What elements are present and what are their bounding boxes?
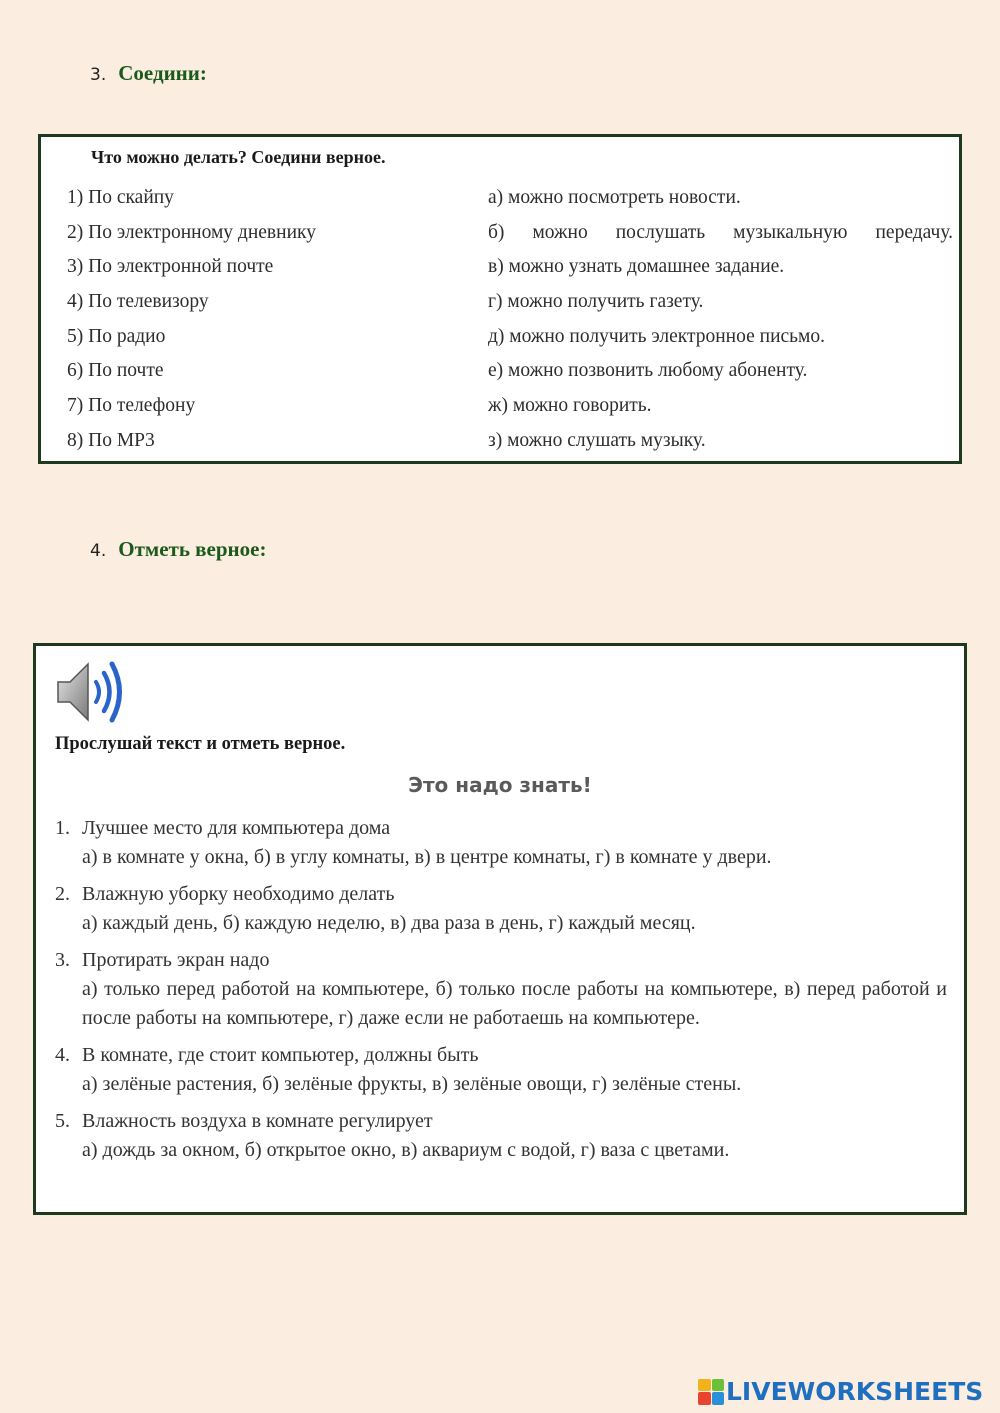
matching-left-item[interactable]: 2) По электронному дневнику [67,221,316,243]
question-answers[interactable]: а) дождь за окном, б) открытое окно, в) аквариум с водой, г) ваза с цветами. [82,1139,730,1161]
listening-exercise-box [33,643,967,1215]
liveworksheets-logo [698,1377,983,1406]
matching-left-item[interactable]: 5) По радио [67,325,166,347]
question-text: Влажную уборку необходимо делать [82,883,395,905]
liveworksheets-logo-icon [698,1379,724,1405]
question-answers[interactable]: а) зелёные растения, б) зелёные фрукты, в) зелёные овощи, г) зелёные стены. [82,1073,742,1095]
section-4-number: 4. [90,541,107,561]
matching-left-item[interactable]: 1) По скайпу [67,187,174,208]
question-number: 3. [55,949,70,971]
matching-left-item[interactable]: 8) По МР3 [67,429,155,451]
matching-left-item[interactable]: 4) По телевизору [67,291,209,313]
matching-right-column [488,181,953,459]
matching-left-item[interactable]: 3) По электронной почте [67,256,274,278]
question-text: Протирать экран надо [82,949,270,971]
listening-instruction: Прослушай текст и отметь верное. [55,734,346,754]
section-4-title: Отметь верное: [118,537,267,561]
section-3-title: Соедини: [118,61,207,85]
section-3-heading [90,61,207,86]
question-answers[interactable]: а) только перед работой на компьютере, б) только после работы на компьютере, в) перед работой и после работы на компьютере, г) даже если не работаешь на компьютере. [82,978,947,1029]
matching-exercise-title: Что можно делать? Соедини верное. [91,147,386,167]
section-4-heading [90,537,266,562]
question-text: Влажность воздуха в комнате регулирует [82,1110,433,1132]
question-number: 5. [55,1110,70,1132]
question-list [55,814,947,1173]
matching-right-item[interactable]: г) можно получить газету. [488,291,704,313]
listening-box-title: Это надо знать! [408,773,592,797]
question-text: Лучшее место для компьютера дома [82,817,391,839]
matching-right-item[interactable]: ж) можно говорить. [488,395,652,417]
matching-left-column [67,181,316,459]
question-number: 1. [55,817,70,839]
question-item [55,1107,947,1165]
question-item [55,880,947,938]
matching-right-item[interactable]: а) можно посмотреть новости. [488,187,741,208]
matching-left-item[interactable]: 6) По почте [67,360,164,382]
matching-right-item[interactable]: б) можно послушать музыкальную передачу. [488,221,953,243]
question-item [55,946,947,1033]
question-item [55,1041,947,1099]
liveworksheets-logo-text: LIVEWORKSHEETS [726,1377,984,1406]
matching-right-item[interactable]: в) можно узнать домашнее задание. [488,256,785,278]
matching-left-item[interactable]: 7) По телефону [67,395,196,417]
question-number: 2. [55,883,70,905]
question-answers[interactable]: а) в комнате у окна, б) в углу комнаты, в) в центре комнаты, г) в комнате у двери. [82,846,772,868]
matching-right-item[interactable]: з) можно слушать музыку. [488,429,706,451]
question-number: 4. [55,1044,70,1066]
question-item [55,814,947,872]
matching-right-item[interactable]: е) можно позвонить любому абоненту. [488,360,808,382]
matching-exercise-box [38,134,962,464]
question-answers[interactable]: а) каждый день, б) каждую неделю, в) два раза в день, г) каждый месяц. [82,912,696,934]
question-text: В комнате, где стоит компьютер, должны быть [82,1044,479,1066]
section-3-number: 3. [90,65,107,85]
matching-right-item[interactable]: д) можно получить электронное письмо. [488,325,826,347]
speaker-icon[interactable] [54,658,126,726]
